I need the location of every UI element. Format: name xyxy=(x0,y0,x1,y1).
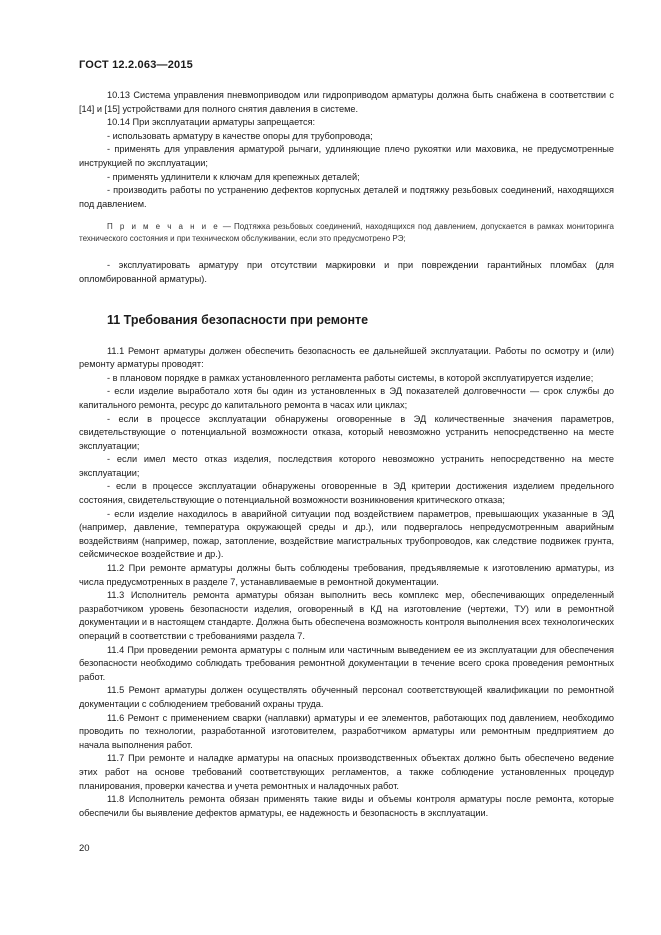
note-label: П р и м е ч а н и е xyxy=(107,222,220,232)
page-number: 20 xyxy=(79,843,90,854)
list-item: - применять для управления арматурой рычаги, удлиняющие плечо рукоятки или маховика, не предусмотренные инструкцией по эксплуатации; xyxy=(79,144,614,168)
list-item: - если в процессе эксплуатации обнаружены оговоренные в ЭД количественные значения параметров, свидетельствующие о потенциальной возможности отказа, который невозможно устранить непосредственно на месте эксплуатации; xyxy=(79,413,614,451)
paragraph-11-5: 11.5 Ремонт арматуры должен осуществлять обученный персонал соответствующей квалификации по ремонтной документации с соблюдением требований охраны труда. xyxy=(79,685,614,709)
list-item: - если изделие выработало хотя бы один из установленных в ЭД показателей долговечности — срок службы до капитального ремонта, ресурс до капитального ремонта в часах или циклах; xyxy=(79,386,614,410)
list-item: - если имел место отказ изделия, последствия которого невозможно устранить непосредственно на месте эксплуатации; xyxy=(79,454,614,478)
paragraph-11-4: 11.4 При проведении ремонта арматуры с полным или частичным выведением ее из эксплуатации для обеспечения безопасности необходимо соблюдать требования ремонтной документации в течение всего срока проведения ремонтных работ. xyxy=(79,644,614,682)
list-item: - эксплуатировать арматуру при отсутствии маркировки и при повреждении гарантийных пломбах (для опломбированной арматуры). xyxy=(79,260,614,284)
list-item: - применять удлинители к ключам для крепежных деталей; xyxy=(107,171,360,182)
list-item: - производить работы по устранению дефектов корпусных деталей и подтяжку резьбовых соединений, находящихся под давлением. xyxy=(79,185,614,209)
list-item: - если в процессе эксплуатации обнаружены оговоренные в ЭД критерии достижения изделием предельного состояния, свидетельствующие о потенциальной возможности возникновения критического отказа; xyxy=(79,481,614,506)
note xyxy=(79,221,614,245)
list-item: - в плановом порядке в рамках установленного регламента работы системы, в которой эксплуатируется изделие; xyxy=(107,372,594,383)
paragraph-11-8: 11.8 Исполнитель ремонта обязан применять такие виды и объемы контроля арматуры после ремонта, которые обеспечили бы выявление дефектов арматуры, ее надежность и безопасность в эксплуатации. xyxy=(79,794,614,818)
page-content xyxy=(79,89,614,820)
paragraph-11-2: 11.2 При ремонте арматуры должны быть соблюдены требования, предъявляемые к изготовлению арматуры, из числа предусмотренных в разделе 7, устанавливаемые в ремонтной документации. xyxy=(79,563,614,587)
section-title: 11 Требования безопасности при ремонте xyxy=(107,312,369,327)
paragraph-11-1: 11.1 Ремонт арматуры должен обеспечить безопасность ее дальнейшей эксплуатации. Работы по осмотру и (или) ремонту арматуры проводят: xyxy=(79,345,614,370)
paragraph-11-7: 11.7 При ремонте и наладке арматуры на опасных производственных объектах должно быть обеспечено ведение этих работ на основе требований соответствующих регламентов, а также соблюдение установленных процедур планирования, проверки качества и учета ремонтных и наладочных работ. xyxy=(79,753,614,791)
paragraph-10-13: 10.13 Система управления пневмоприводом или гидроприводом арматуры должна быть снабжена в соответствии с [14] и [15] устройствами для полного снятия давления в системе. xyxy=(79,90,614,114)
list-item: - если изделие находилось в аварийной ситуации под воздействием параметров, превышающих указанные в ЭД (например, давление, температура окружающей среды и др.), или подвергалось непредусмотренным аварийным воздействиям (например, пожар, затопление, воздействие магистральных трубопроводов, как следствие подвижек грунта, сейсмическое воздействие и др.). xyxy=(79,508,614,560)
note-text: — Подтяжка резьбовых соединений, находящихся под давлением, допускается в рамках мониторинга технического состояния и при техническом обслуживании, если это предусмотрено РЭ; xyxy=(79,222,615,244)
paragraph-11-6: 11.6 Ремонт с применением сварки (наплавки) арматуры и ее элементов, работающих под давлением, необходимо проводить по технологии, разработанной изготовителем, разработчиком арматуры или ремонтным предприятием до начала выполнения работ. xyxy=(79,712,614,750)
paragraph-10-14: 10.14 При эксплуатации арматуры запрещается: xyxy=(107,117,316,128)
list-item: - использовать арматуру в качестве опоры для трубопровода; xyxy=(107,130,373,141)
paragraph-11-3: 11.3 Исполнитель ремонта арматуры обязан выполнить весь комплекс мер, обеспечивающих определенный разработчиком уровень безопасности изделия, оговоренный в КД на изготовление (чертежи, ТУ) или в ремонтной документации и в настоящем стандарте. Должна быть обеспечена возможность контроля выполнения всех технологических операций в соответствии с требованиями раздела 7. xyxy=(79,590,614,641)
document-header: ГОСТ 12.2.063—2015 xyxy=(79,59,193,71)
